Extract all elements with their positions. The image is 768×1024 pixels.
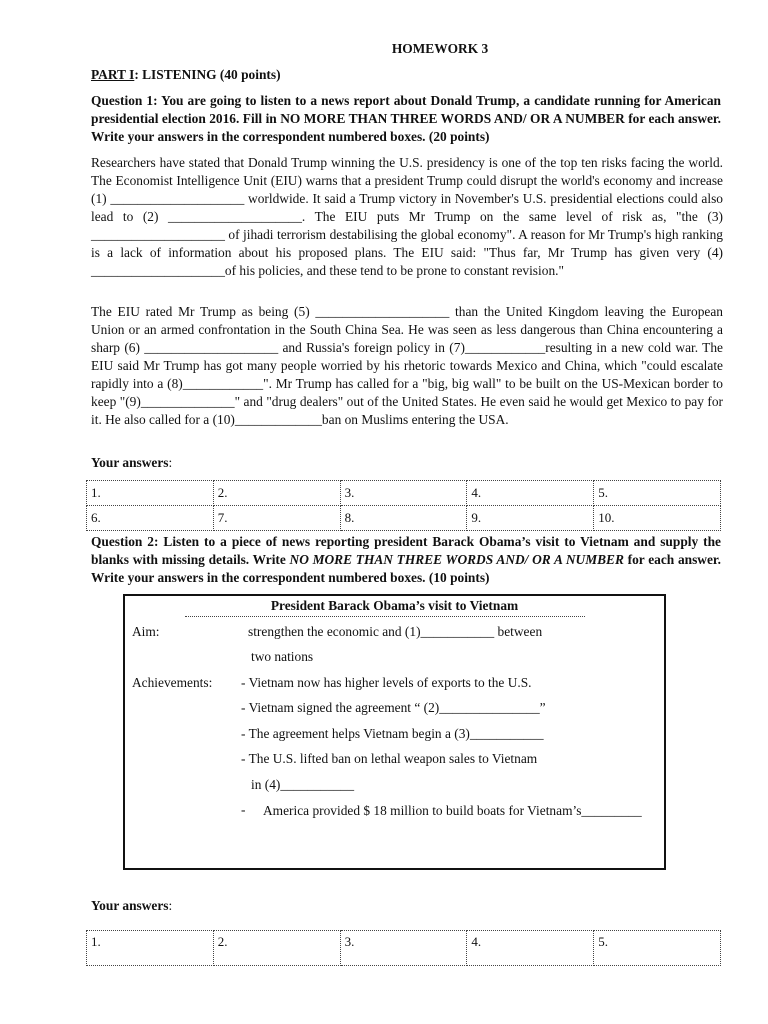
answer-cell[interactable]: 3. [340, 481, 467, 506]
achievement-2: - Vietnam signed the agreement “ (2)_______________” [241, 700, 546, 715]
part-title: : LISTENING (40 points) [134, 67, 281, 82]
page-title: HOMEWORK 3 [391, 41, 489, 56]
answer-cell[interactable]: 7. [213, 506, 340, 531]
your-answers-label-1 [91, 455, 172, 471]
question-1-paragraph-1: Researchers have stated that Donald Trump winning the U.S. presidency is one of the top ten risks facing the world. The Economist Intelligence Unit (EIU) warns that a president Trump could disrupt the world's economy and increase (1) ____________________ worldwide. It said a Trump victory in November's U.S. presidential elections could also lead to (2) ____________________. The EIU puts Mr Trump on the same level of risk as, "the (3) ____________________ of jihadi terrorism destabilising the global economy". A reason for Mr Trump's high ranking is a lack of information about his proposed plans. The EIU said: "Thus far, Mr Trump has given very (4) ____________________of his policies, and these tend to be prone to constant revision." [91, 155, 723, 278]
answer-table-q1 [86, 480, 721, 531]
question-2-emphasis: NO MORE THAN THREE WORDS AND/ OR A NUMBER [289, 552, 624, 567]
your-answers-text: Your answers [91, 455, 169, 470]
achievement-4: - The U.S. lifted ban on lethal weapon sales to Vietnam [241, 751, 538, 766]
question-2-tail: for each answer. Write your answers in the correspondent numbered boxes. (10 points) [91, 552, 721, 585]
answer-cell[interactable]: 9. [467, 506, 594, 531]
achievement-4-cont: in (4)___________ [251, 777, 355, 792]
answer-table-q2 [86, 930, 721, 966]
your-answers-label-2 [91, 898, 172, 914]
obama-visit-box [123, 594, 666, 870]
answer-cell[interactable]: 4. [467, 481, 594, 506]
your-answers-colon: : [168, 455, 173, 470]
answer-cell[interactable]: 8. [340, 506, 467, 531]
answer-cell[interactable]: 1. [87, 481, 214, 506]
achievement-3: - The agreement helps Vietnam begin a (3)___________ [241, 726, 544, 741]
achievement-5: America provided $ 18 million to build boats for Vietnam’s_________ [263, 803, 642, 818]
achievements-label: Achievements: [132, 675, 213, 690]
answer-cell[interactable]: 3. [340, 931, 467, 966]
achievement-5-dash: - [241, 802, 246, 817]
answer-cell[interactable]: 4. [467, 931, 594, 966]
answer-cell[interactable]: 5. [594, 481, 721, 506]
box-title: President Barack Obama’s visit to Vietnam [270, 598, 519, 613]
answer-cell[interactable]: 10. [594, 506, 721, 531]
question-2-lead: Question 2: Listen to a piece of news reporting president Barack Obama’s visit to Vietnam and supply the blanks with missing details. Write [91, 534, 721, 567]
your-answers-colon: : [168, 898, 173, 913]
part-heading [91, 67, 281, 83]
answer-cell[interactable]: 5. [594, 931, 721, 966]
question-1-paragraph-2: The EIU rated Mr Trump as being (5) ____________________ than the United Kingdom leaving the European Union or an armed confrontation in the South China Sea. He was seen as less dangerous than China encountering a sharp (6) ____________________ and Russia's foreign policy in (7)____________resulting in a new cold war. The EIU said Mr Trump has got many people worried by his rhetoric towards Mexico and China, which "could escalate rapidly into a (8)____________". Mr Trump has called for a "big, big wall" to be built on the US-Mexican border to keep "(9)______________" and "drug dealers" out of the United States. He even said he would get Mexico to pay for it. He also called for a (10)_____________ban on Muslims entering the USA. [91, 304, 723, 427]
aim-line-1: strengthen the economic and (1)___________ between [248, 624, 543, 639]
your-answers-text: Your answers [91, 898, 169, 913]
box-title-divider [185, 616, 585, 617]
table-row [87, 931, 721, 966]
aim-line-2: two nations [251, 649, 314, 664]
table-row [87, 506, 721, 531]
answer-cell[interactable]: 6. [87, 506, 214, 531]
answer-cell[interactable]: 2. [213, 481, 340, 506]
achievement-1: - Vietnam now has higher levels of exports to the U.S. [241, 675, 532, 690]
aim-label: Aim: [132, 624, 160, 639]
answer-cell[interactable]: 1. [87, 931, 214, 966]
part-label: PART I [91, 67, 135, 82]
question-1-instructions: Question 1: You are going to listen to a news report about Donald Trump, a candidate running for American presidential election 2016. Fill in NO MORE THAN THREE WORDS AND/ OR A NUMBER for each answer. Write your answers in the correspondent numbered boxes. (20 points) [91, 93, 721, 144]
question-2-instructions [91, 533, 721, 587]
table-row [87, 481, 721, 506]
answer-cell[interactable]: 2. [213, 931, 340, 966]
